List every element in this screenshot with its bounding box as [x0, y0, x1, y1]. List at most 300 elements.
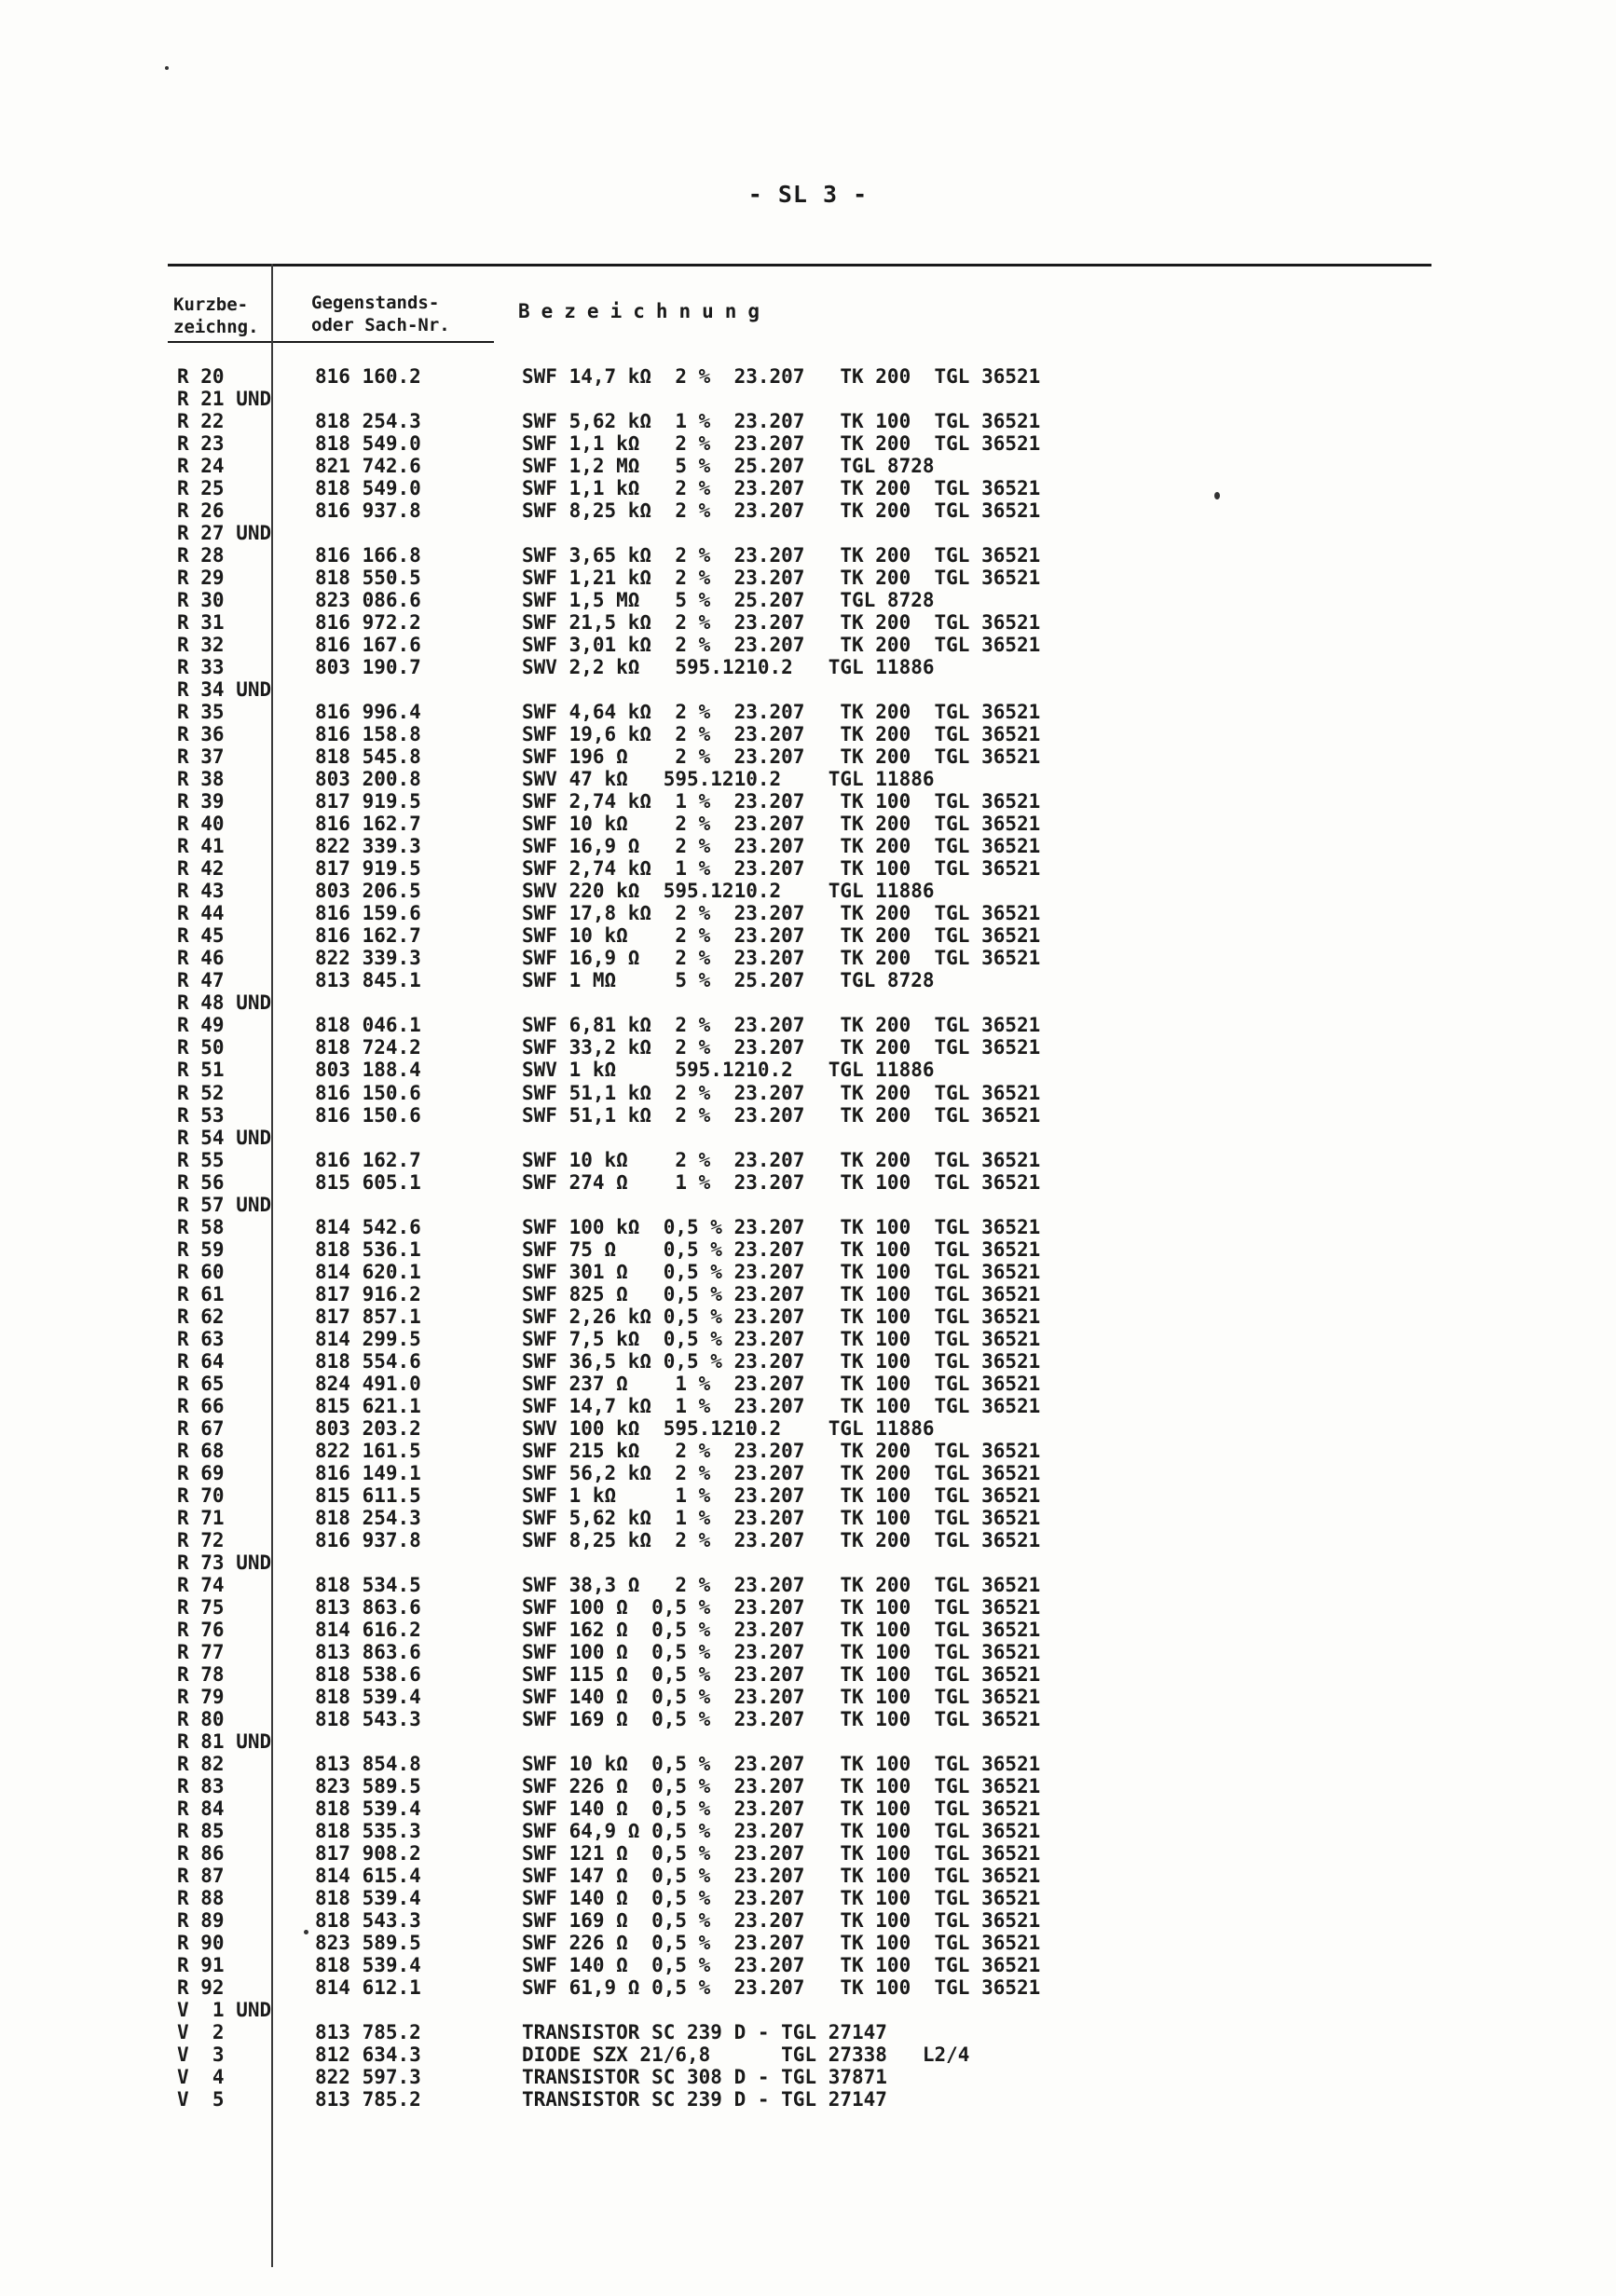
item-number: 815 621.1 [315, 1394, 421, 1417]
table-row [0, 1865, 1616, 1887]
table-row [0, 1641, 1616, 1663]
table-row [0, 2043, 1616, 2066]
table-row [0, 1395, 1616, 1417]
part-ref: R 25 [177, 477, 225, 500]
table-row [0, 1127, 1616, 1149]
part-ref: R 37 [177, 745, 225, 769]
part-ref: R 75 [177, 1595, 225, 1619]
item-number: 818 545.8 [315, 745, 421, 769]
part-ref: R 28 [177, 544, 225, 567]
item-number: 823 086.6 [315, 589, 421, 612]
table-top-rule [168, 264, 1431, 266]
table-row [0, 1104, 1616, 1127]
item-number: 818 254.3 [315, 1506, 421, 1529]
table-row [0, 924, 1616, 947]
table-row [0, 365, 1616, 388]
table-row [0, 1686, 1616, 1708]
part-description: SWF 140 Ω 0,5 % 23.207 TK 100 TGL 36521 [522, 1685, 1041, 1708]
table-row [0, 2088, 1616, 2111]
item-number: 816 149.1 [315, 1461, 421, 1484]
table-row [0, 455, 1616, 477]
table-row [0, 1999, 1616, 2021]
part-ref: R 63 [177, 1327, 225, 1350]
part-description: SWF 56,2 kΩ 2 % 23.207 TK 200 TGL 36521 [522, 1461, 1041, 1484]
part-ref: R 69 [177, 1461, 225, 1484]
speck-mark [1214, 492, 1220, 499]
part-description: SWF 38,3 Ω 2 % 23.207 TK 200 TGL 36521 [522, 1573, 1041, 1596]
part-ref: R 52 [177, 1081, 225, 1104]
item-number: 818 539.4 [315, 1797, 421, 1820]
part-description: SWV 2,2 kΩ 595.1210.2 TGL 11886 [522, 656, 935, 679]
part-ref: R 64 [177, 1349, 225, 1373]
part-ref: R 76 [177, 1618, 225, 1641]
table-row [0, 1619, 1616, 1641]
item-number: 816 972.2 [315, 611, 421, 635]
part-ref: R 34 UND [177, 678, 272, 702]
part-description: TRANSISTOR SC 239 D - TGL 27147 [522, 2088, 887, 2112]
part-ref: R 36 [177, 723, 225, 746]
part-ref: R 68 [177, 1439, 225, 1462]
table-row [0, 1036, 1616, 1059]
part-ref: R 23 [177, 432, 225, 456]
table-row [0, 1440, 1616, 1462]
item-number: 822 161.5 [315, 1439, 421, 1462]
table-row [0, 2021, 1616, 2043]
item-number: 813 785.2 [315, 2088, 421, 2112]
part-description: SWF 19,6 kΩ 2 % 23.207 TK 200 TGL 36521 [522, 723, 1041, 746]
part-description: SWF 4,64 kΩ 2 % 23.207 TK 200 TGL 36521 [522, 701, 1041, 724]
part-ref: R 59 [177, 1237, 225, 1261]
item-number: 817 916.2 [315, 1282, 421, 1305]
part-description: SWV 1 kΩ 595.1210.2 TGL 11886 [522, 1059, 935, 1082]
speck-mark [165, 66, 169, 70]
table-row [0, 1373, 1616, 1395]
part-description: SWV 220 kΩ 595.1210.2 TGL 11886 [522, 880, 935, 903]
part-ref: R 48 UND [177, 991, 272, 1015]
part-description: SWF 121 Ω 0,5 % 23.207 TK 100 TGL 36521 [522, 1842, 1041, 1866]
part-ref: R 92 [177, 1976, 225, 2000]
table-row [0, 1596, 1616, 1619]
item-number: 818 046.1 [315, 1014, 421, 1037]
part-ref: R 90 [177, 1932, 225, 1955]
item-number: 815 611.5 [315, 1483, 421, 1507]
part-description: SWF 226 Ω 0,5 % 23.207 TK 100 TGL 36521 [522, 1774, 1041, 1797]
table-row [0, 1149, 1616, 1171]
part-description: SWF 2,74 kΩ 1 % 23.207 TK 100 TGL 36521 [522, 790, 1041, 813]
part-description: SWF 3,65 kΩ 2 % 23.207 TK 200 TGL 36521 [522, 544, 1041, 567]
part-description: SWF 147 Ω 0,5 % 23.207 TK 100 TGL 36521 [522, 1865, 1041, 1888]
item-number: 813 863.6 [315, 1640, 421, 1663]
part-ref: R 56 [177, 1170, 225, 1194]
part-ref: R 77 [177, 1640, 225, 1663]
part-ref: R 30 [177, 589, 225, 612]
item-number: 813 863.6 [315, 1595, 421, 1619]
part-ref: R 24 [177, 455, 225, 478]
item-number: 822 597.3 [315, 2066, 421, 2089]
table-row [0, 634, 1616, 656]
part-description: SWF 33,2 kΩ 2 % 23.207 TK 200 TGL 36521 [522, 1036, 1041, 1059]
item-number: 814 616.2 [315, 1618, 421, 1641]
part-description: SWF 1 MΩ 5 % 25.207 TGL 8728 [522, 969, 935, 992]
table-row [0, 1462, 1616, 1484]
part-ref: R 21 UND [177, 388, 272, 411]
item-number: 822 339.3 [315, 835, 421, 858]
item-number: 816 160.2 [315, 365, 421, 388]
table-row [0, 589, 1616, 611]
part-ref: R 84 [177, 1797, 225, 1820]
item-number: 816 996.4 [315, 701, 421, 724]
part-ref: R 82 [177, 1752, 225, 1775]
header-sachnummer [311, 292, 450, 336]
table-row [0, 1484, 1616, 1507]
table-row [0, 1238, 1616, 1261]
part-description: SWF 10 kΩ 2 % 23.207 TK 200 TGL 36521 [522, 1148, 1041, 1171]
table-row [0, 768, 1616, 790]
item-number: 813 854.8 [315, 1752, 421, 1775]
part-description: SWF 1,1 kΩ 2 % 23.207 TK 200 TGL 36521 [522, 477, 1041, 500]
part-ref: R 41 [177, 835, 225, 858]
header-col1-line1: Kurzbe- [173, 294, 249, 315]
part-ref: R 67 [177, 1416, 225, 1440]
item-number: 817 908.2 [315, 1842, 421, 1866]
table-row [0, 544, 1616, 567]
part-description: SWF 16,9 Ω 2 % 23.207 TK 200 TGL 36521 [522, 947, 1041, 970]
part-description: SWF 140 Ω 0,5 % 23.207 TK 100 TGL 36521 [522, 1797, 1041, 1820]
item-number: 813 845.1 [315, 969, 421, 992]
part-ref: R 83 [177, 1774, 225, 1797]
part-description: TRANSISTOR SC 308 D - TGL 37871 [522, 2066, 887, 2089]
part-description: SWF 825 Ω 0,5 % 23.207 TK 100 TGL 36521 [522, 1282, 1041, 1305]
table-row [0, 567, 1616, 589]
part-description: SWF 2,26 kΩ 0,5 % 23.207 TK 100 TGL 36521 [522, 1305, 1041, 1328]
part-ref: R 62 [177, 1305, 225, 1328]
header-kurzbezeichnung [173, 294, 259, 338]
item-number: 816 162.7 [315, 924, 421, 948]
part-ref: R 29 [177, 567, 225, 590]
part-description: SWF 1,5 MΩ 5 % 25.207 TGL 8728 [522, 589, 935, 612]
part-ref: V 1 UND [177, 1999, 272, 2022]
part-description: SWF 196 Ω 2 % 23.207 TK 200 TGL 36521 [522, 745, 1041, 769]
part-ref: R 31 [177, 611, 225, 635]
item-number: 803 203.2 [315, 1416, 421, 1440]
part-description: SWF 51,1 kΩ 2 % 23.207 TK 200 TGL 36521 [522, 1081, 1041, 1104]
table-row [0, 1797, 1616, 1820]
part-ref: R 58 [177, 1215, 225, 1238]
part-ref: R 35 [177, 701, 225, 724]
table-row [0, 1082, 1616, 1104]
part-ref: R 27 UND [177, 522, 272, 545]
table-row [0, 410, 1616, 432]
table-row [0, 678, 1616, 701]
part-description: SWF 226 Ω 0,5 % 23.207 TK 100 TGL 36521 [522, 1932, 1041, 1955]
part-description: SWF 16,9 Ω 2 % 23.207 TK 200 TGL 36521 [522, 835, 1041, 858]
table-row [0, 947, 1616, 969]
table-row [0, 1328, 1616, 1350]
part-description: SWF 5,62 kΩ 1 % 23.207 TK 100 TGL 36521 [522, 1506, 1041, 1529]
item-number: 816 162.7 [315, 1148, 421, 1171]
part-description: SWF 8,25 kΩ 2 % 23.207 TK 200 TGL 36521 [522, 499, 1041, 523]
part-description: SWF 3,01 kΩ 2 % 23.207 TK 200 TGL 36521 [522, 634, 1041, 657]
part-ref: R 40 [177, 813, 225, 836]
part-description: SWF 21,5 kΩ 2 % 23.207 TK 200 TGL 36521 [522, 611, 1041, 635]
page-number: - SL 3 - [747, 181, 869, 208]
header-bezeichnung: Bezeichnung [518, 300, 772, 322]
part-ref: R 38 [177, 768, 225, 791]
part-description: TRANSISTOR SC 239 D - TGL 27147 [522, 2021, 887, 2044]
part-ref: V 5 [177, 2088, 225, 2112]
item-number: 821 742.6 [315, 455, 421, 478]
part-description: SWF 51,1 kΩ 2 % 23.207 TK 200 TGL 36521 [522, 1103, 1041, 1127]
table-row [0, 1708, 1616, 1730]
part-description: SWF 115 Ω 0,5 % 23.207 TK 100 TGL 36521 [522, 1662, 1041, 1686]
item-number: 818 535.3 [315, 1820, 421, 1843]
part-ref: R 39 [177, 790, 225, 813]
table-row [0, 1954, 1616, 1976]
item-number: 815 605.1 [315, 1170, 421, 1194]
table-row [0, 1014, 1616, 1036]
item-number: 803 188.4 [315, 1059, 421, 1082]
part-description: SWF 169 Ω 0,5 % 23.207 TK 100 TGL 36521 [522, 1707, 1041, 1730]
item-number: 818 539.4 [315, 1685, 421, 1708]
part-description: SWF 1,21 kΩ 2 % 23.207 TK 200 TGL 36521 [522, 567, 1041, 590]
item-number: 818 543.3 [315, 1909, 421, 1933]
item-number: 818 539.4 [315, 1954, 421, 1977]
item-number: 814 299.5 [315, 1327, 421, 1350]
part-ref: R 54 UND [177, 1126, 272, 1149]
table-row [0, 790, 1616, 813]
part-description: DIODE SZX 21/6,8 TGL 27338 L2/4 [522, 2043, 970, 2067]
part-ref: R 87 [177, 1865, 225, 1888]
part-description: SWF 1 kΩ 1 % 23.207 TK 100 TGL 36521 [522, 1483, 1041, 1507]
item-number: 817 919.5 [315, 857, 421, 881]
part-description: SWF 169 Ω 0,5 % 23.207 TK 100 TGL 36521 [522, 1909, 1041, 1933]
part-description: SWF 5,62 kΩ 1 % 23.207 TK 100 TGL 36521 [522, 410, 1041, 433]
item-number: 816 150.6 [315, 1103, 421, 1127]
table-row [0, 656, 1616, 678]
table-row [0, 1171, 1616, 1194]
part-ref: R 65 [177, 1372, 225, 1395]
part-ref: R 91 [177, 1954, 225, 1977]
part-ref: R 43 [177, 880, 225, 903]
part-ref: R 73 UND [177, 1551, 272, 1574]
part-ref: R 79 [177, 1685, 225, 1708]
item-number: 818 254.3 [315, 410, 421, 433]
table-row [0, 499, 1616, 522]
item-number: 818 539.4 [315, 1887, 421, 1910]
part-description: SWF 64,9 Ω 0,5 % 23.207 TK 100 TGL 36521 [522, 1820, 1041, 1843]
part-description: SWF 237 Ω 1 % 23.207 TK 100 TGL 36521 [522, 1372, 1041, 1395]
header-col2-line2: oder Sach-Nr. [311, 315, 450, 335]
item-number: 813 785.2 [315, 2021, 421, 2044]
item-number: 814 615.4 [315, 1865, 421, 1888]
part-description: SWF 100 Ω 0,5 % 23.207 TK 100 TGL 36521 [522, 1595, 1041, 1619]
part-ref: R 71 [177, 1506, 225, 1529]
part-description: SWF 17,8 kΩ 2 % 23.207 TK 200 TGL 36521 [522, 902, 1041, 925]
item-number: 818 724.2 [315, 1036, 421, 1059]
item-number: 816 159.6 [315, 902, 421, 925]
part-ref: R 26 [177, 499, 225, 523]
part-ref: R 49 [177, 1014, 225, 1037]
part-description: SWF 215 kΩ 2 % 23.207 TK 200 TGL 36521 [522, 1439, 1041, 1462]
part-description: SWF 140 Ω 0,5 % 23.207 TK 100 TGL 36521 [522, 1954, 1041, 1977]
part-ref: R 22 [177, 410, 225, 433]
part-description: SWF 7,5 kΩ 0,5 % 23.207 TK 100 TGL 36521 [522, 1327, 1041, 1350]
table-row [0, 1574, 1616, 1596]
item-number: 818 538.6 [315, 1662, 421, 1686]
part-ref: R 50 [177, 1036, 225, 1059]
part-ref: R 85 [177, 1820, 225, 1843]
part-ref: R 72 [177, 1528, 225, 1551]
table-row [0, 701, 1616, 723]
part-ref: R 70 [177, 1483, 225, 1507]
table-row [0, 1305, 1616, 1328]
table-row [0, 1551, 1616, 1574]
part-description: SWF 100 kΩ 0,5 % 23.207 TK 100 TGL 36521 [522, 1215, 1041, 1238]
part-description: SWF 8,25 kΩ 2 % 23.207 TK 200 TGL 36521 [522, 1528, 1041, 1551]
item-number: 818 549.0 [315, 477, 421, 500]
part-description: SWF 301 Ω 0,5 % 23.207 TK 100 TGL 36521 [522, 1260, 1041, 1283]
item-number: 816 162.7 [315, 813, 421, 836]
part-ref: R 32 [177, 634, 225, 657]
table-row [0, 880, 1616, 902]
part-description: SWF 10 kΩ 0,5 % 23.207 TK 100 TGL 36521 [522, 1752, 1041, 1775]
item-number: 803 190.7 [315, 656, 421, 679]
part-ref: R 20 [177, 365, 225, 388]
table-row [0, 813, 1616, 835]
item-number: 816 167.6 [315, 634, 421, 657]
table-row [0, 1283, 1616, 1305]
part-ref: R 51 [177, 1059, 225, 1082]
part-description: SWF 100 Ω 0,5 % 23.207 TK 100 TGL 36521 [522, 1640, 1041, 1663]
part-ref: R 78 [177, 1662, 225, 1686]
item-number: 816 937.8 [315, 499, 421, 523]
part-ref: R 66 [177, 1394, 225, 1417]
table-row [0, 1775, 1616, 1797]
part-ref: V 2 [177, 2021, 225, 2044]
item-number: 816 150.6 [315, 1081, 421, 1104]
part-ref: R 44 [177, 902, 225, 925]
item-number: 817 919.5 [315, 790, 421, 813]
table-row [0, 991, 1616, 1014]
part-ref: V 4 [177, 2066, 225, 2089]
table-header-rule [168, 341, 494, 343]
item-number: 803 200.8 [315, 768, 421, 791]
header-col2-line1: Gegenstands- [311, 293, 440, 313]
part-ref: R 33 [177, 656, 225, 679]
table-row [0, 1529, 1616, 1551]
table-row [0, 969, 1616, 991]
header-col1-line2: zeichng. [173, 317, 259, 337]
item-number: 818 543.3 [315, 1707, 421, 1730]
table-row [0, 611, 1616, 634]
part-description: SWF 14,7 kΩ 1 % 23.207 TK 100 TGL 36521 [522, 1394, 1041, 1417]
part-description: SWV 100 kΩ 595.1210.2 TGL 11886 [522, 1416, 935, 1440]
table-row [0, 1216, 1616, 1238]
table-row [0, 1194, 1616, 1216]
item-number: 818 554.6 [315, 1349, 421, 1373]
part-description: SWF 6,81 kΩ 2 % 23.207 TK 200 TGL 36521 [522, 1014, 1041, 1037]
part-ref: R 80 [177, 1707, 225, 1730]
table-row [0, 1820, 1616, 1842]
table-row [0, 1976, 1616, 1999]
part-description: SWF 162 Ω 0,5 % 23.207 TK 100 TGL 36521 [522, 1618, 1041, 1641]
part-ref: R 57 UND [177, 1193, 272, 1216]
item-number: 824 491.0 [315, 1372, 421, 1395]
item-number: 812 634.3 [315, 2043, 421, 2067]
part-ref: R 88 [177, 1887, 225, 1910]
table-row [0, 1417, 1616, 1440]
table-row [0, 723, 1616, 745]
part-description: SWV 47 kΩ 595.1210.2 TGL 11886 [522, 768, 935, 791]
table-row [0, 1350, 1616, 1373]
part-description: SWF 2,74 kΩ 1 % 23.207 TK 100 TGL 36521 [522, 857, 1041, 881]
item-number: 817 857.1 [315, 1305, 421, 1328]
item-number: 814 620.1 [315, 1260, 421, 1283]
part-description: SWF 140 Ω 0,5 % 23.207 TK 100 TGL 36521 [522, 1887, 1041, 1910]
table-row [0, 477, 1616, 499]
item-number: 818 536.1 [315, 1237, 421, 1261]
item-number: 814 612.1 [315, 1976, 421, 2000]
part-description: SWF 61,9 Ω 0,5 % 23.207 TK 100 TGL 36521 [522, 1976, 1041, 2000]
table-row [0, 835, 1616, 857]
table-row [0, 1059, 1616, 1081]
table-row [0, 1261, 1616, 1283]
part-description: SWF 36,5 kΩ 0,5 % 23.207 TK 100 TGL 36521 [522, 1349, 1041, 1373]
table-row [0, 432, 1616, 455]
part-ref: R 45 [177, 924, 225, 948]
table-row [0, 1730, 1616, 1753]
part-description: SWF 1,1 kΩ 2 % 23.207 TK 200 TGL 36521 [522, 432, 1041, 456]
item-number: 822 339.3 [315, 947, 421, 970]
table-row [0, 745, 1616, 768]
part-ref: R 86 [177, 1842, 225, 1866]
part-ref: R 47 [177, 969, 225, 992]
part-description: SWF 10 kΩ 2 % 23.207 TK 200 TGL 36521 [522, 813, 1041, 836]
table-row [0, 1753, 1616, 1775]
part-ref: R 46 [177, 947, 225, 970]
item-number: 823 589.5 [315, 1932, 421, 1955]
part-ref: R 81 UND [177, 1729, 272, 1753]
table-row [0, 902, 1616, 924]
table-row [0, 388, 1616, 410]
item-number: 816 937.8 [315, 1528, 421, 1551]
table-row [0, 2066, 1616, 2088]
item-number: 818 534.5 [315, 1573, 421, 1596]
item-number: 818 550.5 [315, 567, 421, 590]
part-ref: R 74 [177, 1573, 225, 1596]
part-ref: R 53 [177, 1103, 225, 1127]
item-number: 816 166.8 [315, 544, 421, 567]
table-row [0, 1663, 1616, 1686]
part-ref: R 61 [177, 1282, 225, 1305]
part-ref: R 42 [177, 857, 225, 881]
part-ref: R 55 [177, 1148, 225, 1171]
table-row [0, 1887, 1616, 1909]
parts-list [0, 365, 1616, 2117]
part-description: SWF 274 Ω 1 % 23.207 TK 100 TGL 36521 [522, 1170, 1041, 1194]
part-description: SWF 14,7 kΩ 2 % 23.207 TK 200 TGL 36521 [522, 365, 1041, 388]
part-description: SWF 75 Ω 0,5 % 23.207 TK 100 TGL 36521 [522, 1237, 1041, 1261]
table-row [0, 1909, 1616, 1932]
table-row [0, 522, 1616, 544]
table-row [0, 857, 1616, 880]
table-row [0, 1842, 1616, 1865]
table-row [0, 1507, 1616, 1529]
item-number: 818 549.0 [315, 432, 421, 456]
part-ref: R 89 [177, 1909, 225, 1933]
part-ref: R 60 [177, 1260, 225, 1283]
part-description: SWF 1,2 MΩ 5 % 25.207 TGL 8728 [522, 455, 935, 478]
